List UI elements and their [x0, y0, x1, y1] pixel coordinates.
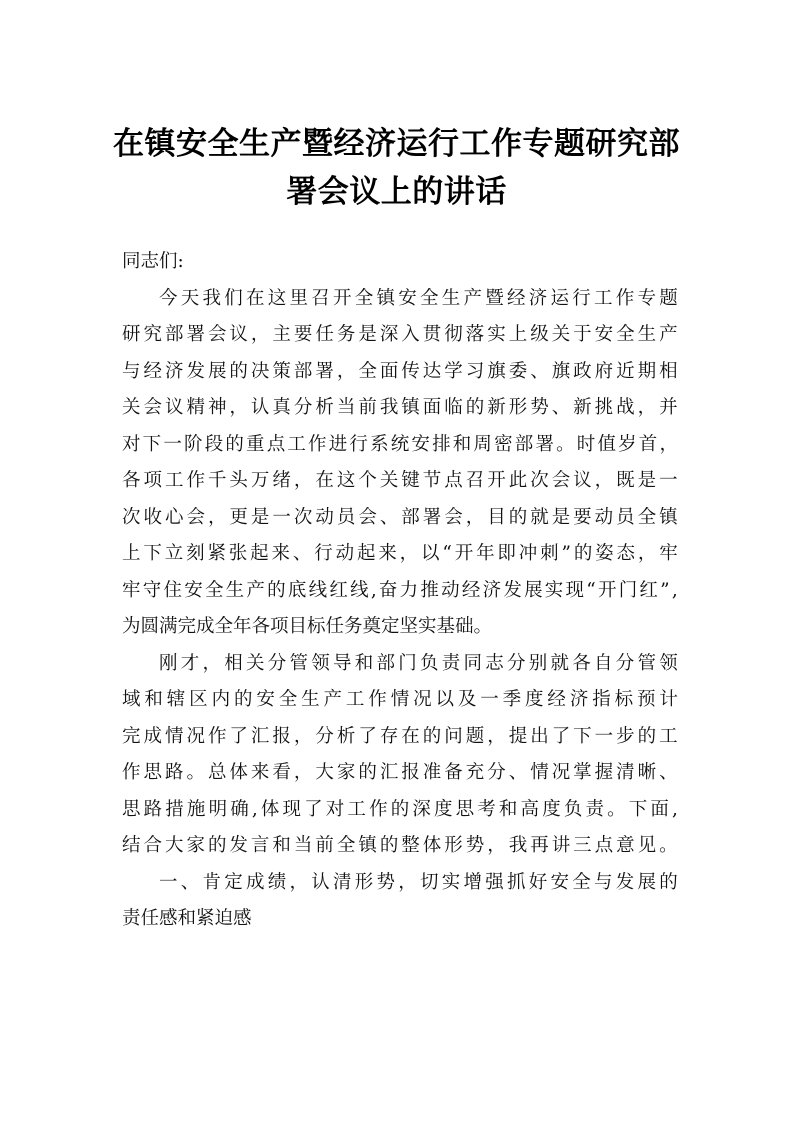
- paragraph-1-line-5: 对 下 一 阶 段 的 重 点 工 作 进 行 系 统 安 排 和 周 密 部 署 。 时 值 岁 首 ，: [122, 433, 678, 455]
- salutation: 同志们:: [122, 251, 184, 272]
- paragraph-1-line-2: 研 究 部 署 会 议 ， 主 要 任 务 是 深 入 贯 彻 落 实 上 级 关 于 安 全 生 产: [122, 324, 678, 345]
- paragraph-1-line-7: 次 收 心 会 ， 更 是 一 次 动 员 会 、 部 署 会 ， 目 的 就 是 要 动 员 全 镇: [122, 506, 678, 528]
- paragraph-1-line-9: 牢 守 住 安 全 生 产 的 底 线 红 线 , 奋 力 推 动 经 济 发 展 实 现 “ 开 门 红 ” ,: [122, 579, 678, 601]
- paragraph-2-line-1: 刚 才 ， 相 关 分 管 领 导 和 部 门 负 责 同 志 分 别 就 各 自 分 管 领: [159, 652, 678, 674]
- paragraph-2-line-4: 作 思 路 。 总 体 来 看 ， 大 家 的 汇 报 准 备 充 分 、 情 况 掌 握 清 晰 、: [122, 762, 678, 783]
- section-heading-line-2: 责任感和紧迫感: [122, 908, 252, 929]
- paragraph-2-line-6: 结 合 大 家 的 发 言 和 当 前 全 镇 的 整 体 形 势 ， 我 再 讲 三 点 意 见 。: [122, 835, 678, 856]
- paragraph-1-line-10: 为圆满完成全年各项目标任务奠定坚实基础。: [122, 616, 493, 637]
- speech-body: [122, 244, 678, 938]
- paragraph-1-line-1: 今 天 我 们 在 这 里 召 开 全 镇 安 全 生 产 暨 经 济 运 行 工 作 专 题: [159, 287, 678, 309]
- section-heading-line-1: 一 、 肯 定 成 绩 ， 认 清 形 势 ， 切 实 增 强 抓 好 安 全 与 发 展 的: [159, 871, 678, 893]
- document-title-line-2: 署会议上的讲话: [286, 174, 507, 210]
- paragraph-1-line-6: 各 项 工 作 千 头 万 绪 ， 在 这 个 关 键 节 点 召 开 此 次 会 议 ， 既 是 一: [122, 470, 678, 491]
- document-title-line-1: 在镇安全生产暨经济运行工作专题研究部: [113, 126, 680, 162]
- paragraph-2-line-3: 完 成 情 况 作 了 汇 报 ， 分 析 了 存 在 的 问 题 ， 提 出 了 下 一 步 的 工: [122, 725, 678, 747]
- paragraph-1-line-3: 与 经 济 发 展 的 决 策 部 署 ， 全 面 传 达 学 习 旗 委 、 旗 政 府 近 期 相: [122, 360, 678, 382]
- paragraph-1-line-4: 关 会 议 精 神 ， 认 真 分 析 当 前 我 镇 面 临 的 新 形 势 、 新 挑 战 ， 并: [122, 397, 678, 418]
- paragraph-2-line-5: 思 路 措 施 明 确 , 体 现 了 对 工 作 的 深 度 思 考 和 高 度 负 责 。 下 面 ,: [122, 798, 678, 820]
- paragraph-2-line-2: 域 和 辖 区 内 的 安 全 生 产 工 作 情 况 以 及 一 季 度 经 济 指 标 预 计: [122, 689, 678, 710]
- paragraph-1-line-8: 上 下 立 刻 紧 张 起 来 、 行 动 起 来 ， 以 “ 开 年 即 冲 刺 ” 的 姿 态 ， 牢: [122, 543, 678, 564]
